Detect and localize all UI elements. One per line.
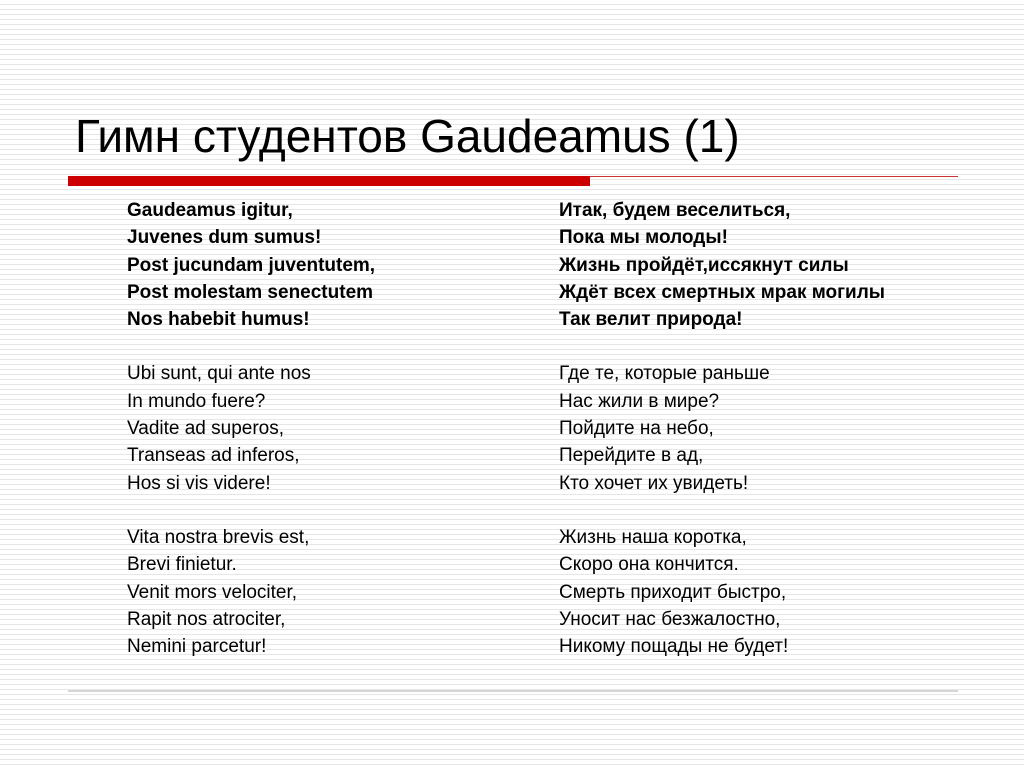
russian-line: Смерть приходит быстро, xyxy=(559,581,787,603)
russian-line: Скоро она кончится. xyxy=(559,554,739,576)
russian-line: Кто хочет их увидеть! xyxy=(559,472,749,494)
russian-line: Пойдите на небо, xyxy=(559,418,714,440)
russian-column xyxy=(559,197,885,687)
latin-line: In mundo fuere? xyxy=(127,390,266,412)
russian-stanza-1 xyxy=(559,197,885,333)
russian-stanza-2 xyxy=(559,360,885,496)
russian-line: Нас жили в мире? xyxy=(559,390,720,412)
latin-stanza-2 xyxy=(127,360,375,496)
slide-title: Гимн студентов Gaudeamus (1) xyxy=(75,110,740,162)
russian-stanza-3 xyxy=(559,524,885,660)
latin-line: Post molestam senectutem xyxy=(127,281,374,303)
latin-line: Brevi finietur. xyxy=(127,554,237,576)
russian-line: Пока мы молоды! xyxy=(559,227,728,249)
latin-line: Nos habebit humus! xyxy=(127,309,310,331)
latin-line: Juvenes dum sumus! xyxy=(127,227,322,249)
latin-stanza-3 xyxy=(127,524,375,660)
russian-line: Итак, будем веселиться, xyxy=(559,200,791,221)
latin-line: Nemini parcetur! xyxy=(127,636,267,658)
latin-line: Vadite ad superos, xyxy=(127,418,285,440)
latin-line: Hos si vis videre! xyxy=(127,472,271,494)
latin-line: Ubi sunt, qui ante nos xyxy=(127,363,311,385)
russian-line: Уносит нас безжалостно, xyxy=(559,608,781,630)
latin-line: Transeas ad inferos, xyxy=(127,445,300,467)
latin-stanza-1 xyxy=(127,197,375,333)
latin-line: Rapit nos atrociter, xyxy=(127,608,286,630)
russian-line: Где те, которые раньше xyxy=(559,363,770,385)
russian-line: Жизнь наша коротка, xyxy=(559,526,747,548)
russian-line: Никому пощады не будет! xyxy=(559,636,789,658)
russian-line: Жизнь пройдёт,иссякнут силы xyxy=(559,254,849,276)
latin-line: Post jucundam juventutem, xyxy=(127,254,376,276)
footer-divider-line xyxy=(68,690,958,692)
latin-line: Gaudeamus igitur, xyxy=(127,200,293,221)
title-accent-bar xyxy=(68,176,590,186)
russian-line: Так велит природа! xyxy=(559,309,743,331)
russian-line: Перейдите в ад, xyxy=(559,445,704,467)
latin-line: Venit mors velociter, xyxy=(127,581,298,603)
title-divider-line xyxy=(590,176,958,177)
russian-line: Ждёт всех смертных мрак могилы xyxy=(559,281,886,303)
latin-column xyxy=(127,197,375,687)
latin-line: Vita nostra brevis est, xyxy=(127,526,310,548)
